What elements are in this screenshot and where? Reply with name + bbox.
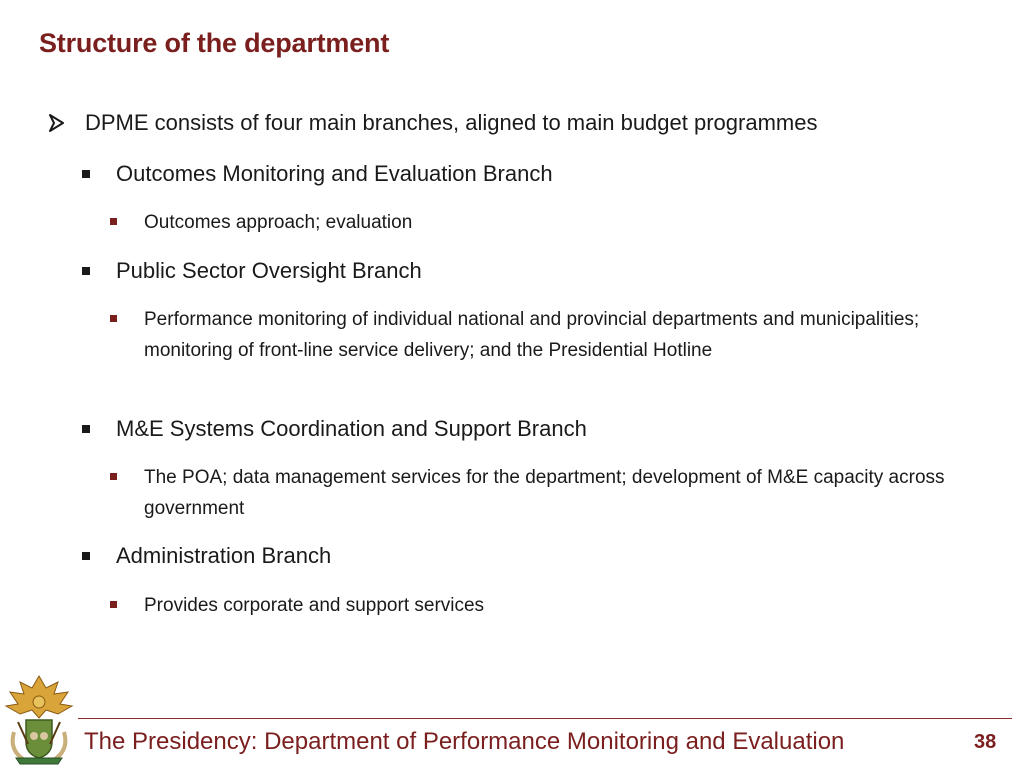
square-bullet-icon [82,425,90,433]
square-bullet-icon [110,473,117,480]
intro-text: DPME consists of four main branches, aligned to main budget programmes [85,110,818,135]
branch-name: Outcomes Monitoring and Evaluation Branch [116,161,553,186]
slide-title: Structure of the department [39,28,390,58]
arrow-bullet-icon [48,113,66,133]
page-number: 38 [974,731,997,753]
branch-name: M&E Systems Coordination and Support Branch [116,416,587,441]
square-bullet-icon [82,552,90,560]
square-bullet-icon [110,315,117,322]
square-bullet-icon [82,267,90,275]
branch-detail-text: Outcomes approach; evaluation [144,212,413,233]
coat-of-arms-icon [2,672,76,766]
branch-name: Administration Branch [116,543,332,568]
branch-detail-text: Provides corporate and support services [144,595,485,616]
branch-detail-text: The POA; data management services for the department; development of M&E capacity across government [144,467,945,519]
footer-divider [78,718,1012,719]
branch-name: Public Sector Oversight Branch [116,258,422,283]
square-bullet-icon [110,601,117,608]
footer-text: The Presidency: Department of Performance Monitoring and Evaluation [84,728,845,755]
square-bullet-icon [110,218,117,225]
square-bullet-icon [82,170,90,178]
branch-detail-text: Performance monitoring of individual national and provincial departments and municipalities; monitoring of front-line service delivery; and the Presidential Hotline [144,309,920,361]
